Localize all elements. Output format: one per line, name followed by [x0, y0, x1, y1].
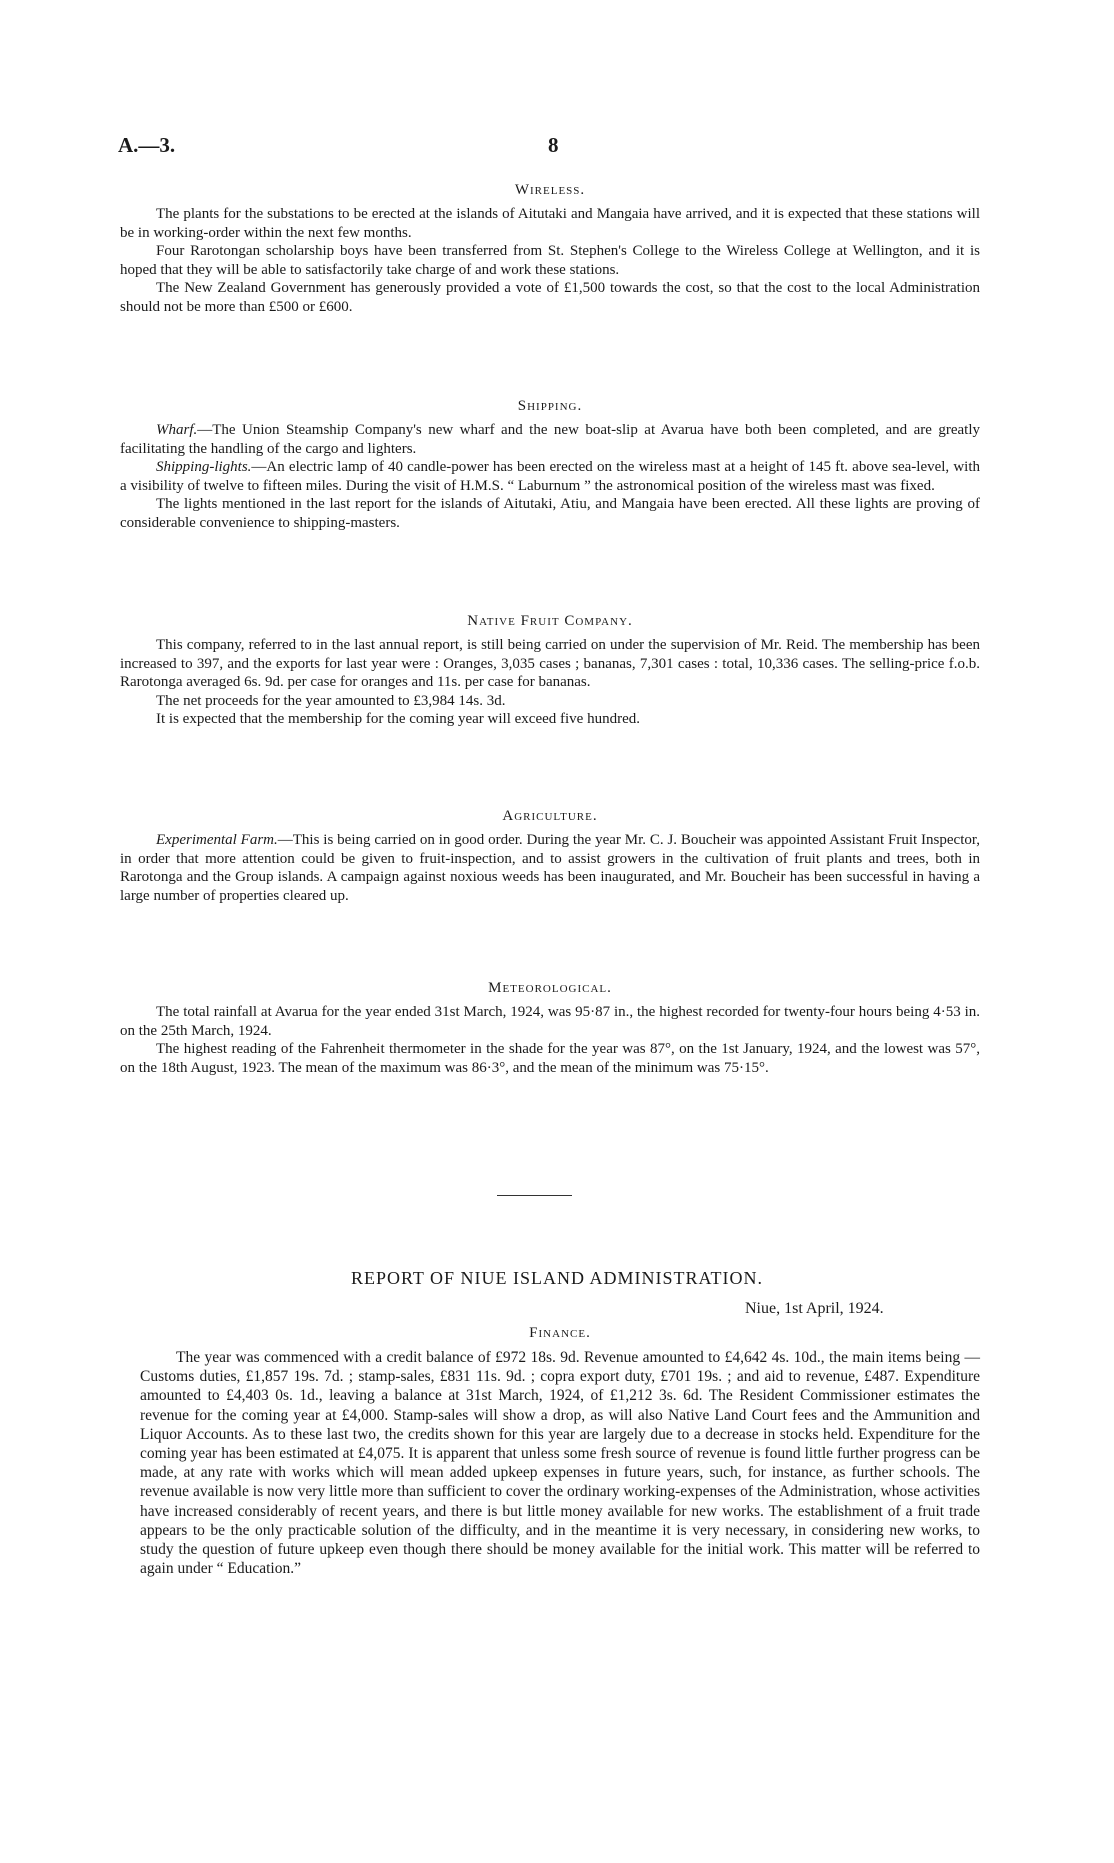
- section-heading-native-fruit: Native Fruit Company.: [467, 613, 633, 629]
- lead-experimental-farm: Experimental Farm.: [156, 832, 278, 848]
- paragraph-text: —The Union Steamship Company's new wharf and the new boat-slip at Avarua have both been completed, and are greatly facilitating the handling of the cargo and lighters.: [120, 422, 980, 457]
- section-shipping: [120, 398, 980, 533]
- section-divider: [497, 1195, 572, 1196]
- section-wireless: [120, 182, 980, 317]
- section-heading-shipping: Shipping.: [517, 398, 583, 414]
- paragraph: It is expected that the membership for the coming year will exceed five hundred.: [156, 711, 640, 728]
- report-date: Niue, 1st April, 1924.: [745, 1300, 884, 1317]
- section-native-fruit-company: [120, 613, 980, 729]
- section-heading-finance: Finance.: [529, 1325, 591, 1341]
- lead-shipping-lights: Shipping-lights.: [156, 459, 252, 476]
- paragraph: The year was commenced with a credit balance of £972 18s. 9d. Revenue amounted to £4,642 4s. 10d., the main items being — Customs duties, £1,857 19s. 7d. ; stamp-sales, £831 11s. 9d. ; copra export duty, £701 19s. ; and aid to revenue, £487. Expenditure amounted to £4,403 0s. 1d., leaving a balance at 31st March, 1924, of £1,212 3s. 6d. The Resident Commissioner estimates the revenue for the coming year at £4,000. Stamp-sales will show a drop, as will also Native Land Court fees and the Ammunition and Liquor Accounts. As to these last two, the credits shown for this year are largely due to a decrease in stocks held. Expenditure for the coming year has been estimated at £4,075. It is apparent that unless some fresh source of revenue is found little further progress can be made, at any rate with works which will mean added upkeep expenses in future years, such, for instance, as further schools. The revenue available is now very little more than sufficient to cover the ordinary working-expenses of the Administration, whose activities have increased considerably of recent years, and there is but little money available for new works. The establishment of a fruit trade appears to be the only practicable solution of the difficulty, and in the meantime it is very necessary, in considering new works, to study the question of future upkeep even though there should be money available for the initial work. This matter will be referred to again under “ Education.”: [140, 1349, 980, 1578]
- paragraph: The New Zealand Government has generously provided a vote of £1,500 towards the cost, so that the cost to the local Administration should not be more than £500 or £600.: [120, 280, 980, 315]
- section-heading-meteorological: Meteorological.: [488, 980, 612, 996]
- section-heading-agriculture: Agriculture.: [502, 808, 598, 824]
- section-finance: [140, 1325, 980, 1578]
- lead-wharf: Wharf.: [156, 422, 198, 438]
- paragraph: Four Rarotongan scholarship boys have been transferred from St. Stephen's College to the Wireless College at Wellington, and it is hoped that they will be able to satisfactorily take charge of and work these stations.: [120, 243, 980, 278]
- paragraph: The net proceeds for the year amounted to £3,984 14s. 3d.: [156, 692, 506, 709]
- section-heading-wireless: Wireless.: [514, 182, 586, 198]
- paragraph-experimental-farm: [120, 831, 980, 905]
- paragraph: This company, referred to in the last annual report, is still being carried on under the supervision of Mr. Reid. The membership has been increased to 397, and the exports for last year were : Oranges, 3,035 cases ; bananas, 7,301 cases : total, 10,336 cases. The selling-price f.o.b. Rarotonga averaged 6s. 9d. per case for oranges and 11s. per case for bananas.: [120, 637, 980, 691]
- paragraph: The lights mentioned in the last report for the islands of Aitutaki, Atiu, and Mangaia have been erected. All these lights are proving of considerable convenience to shipping-masters.: [120, 496, 980, 531]
- paragraph: The highest reading of the Fahrenheit thermometer in the shade for the year was 87°, on the 1st January, 1924, and the lowest was 57°, on the 18th August, 1923. The mean of the maximum was 86·3°, and the mean of the minimum was 75·15°.: [120, 1041, 980, 1076]
- paragraph-text: —An electric lamp of 40 candle-power has been erected on the wireless mast at a height of 145 ft. above sea-level, with a visibility of twelve to fifteen miles. During the visit of H.M.S. “ Laburnum ” the astronomical position of the wireless mast was fixed.: [120, 459, 980, 494]
- section-meteorological: [120, 980, 980, 1077]
- page-number: 8: [548, 133, 559, 157]
- report-title: REPORT OF NIUE ISLAND ADMINISTRATION.: [350, 1268, 764, 1288]
- paragraph-shipping-lights: [120, 458, 980, 495]
- paragraph-text: —This is being carried on in good order. During the year Mr. C. J. Boucheir was appointed Assistant Fruit Inspector, in order that more attention could be given to fruit-inspection, and to assist growers in the cultivation of fruit plants and trees, both in Rarotonga and the Group islands. A campaign against noxious weeds has been inaugurated, and Mr. Boucheir has been successful in having a large number of properties cleared up.: [120, 832, 981, 904]
- paragraph-wharf: [120, 421, 980, 458]
- document-reference: A.—3.: [118, 133, 176, 157]
- paragraph: The plants for the substations to be erected at the islands of Aitutaki and Mangaia have arrived, and it is expected that these stations will be in working-order within the next few months.: [120, 206, 980, 241]
- paragraph: The total rainfall at Avarua for the year ended 31st March, 1924, was 95·87 in., the highest recorded for twenty-four hours being 4·53 in. on the 25th March, 1924.: [120, 1004, 980, 1039]
- section-agriculture: [120, 808, 980, 905]
